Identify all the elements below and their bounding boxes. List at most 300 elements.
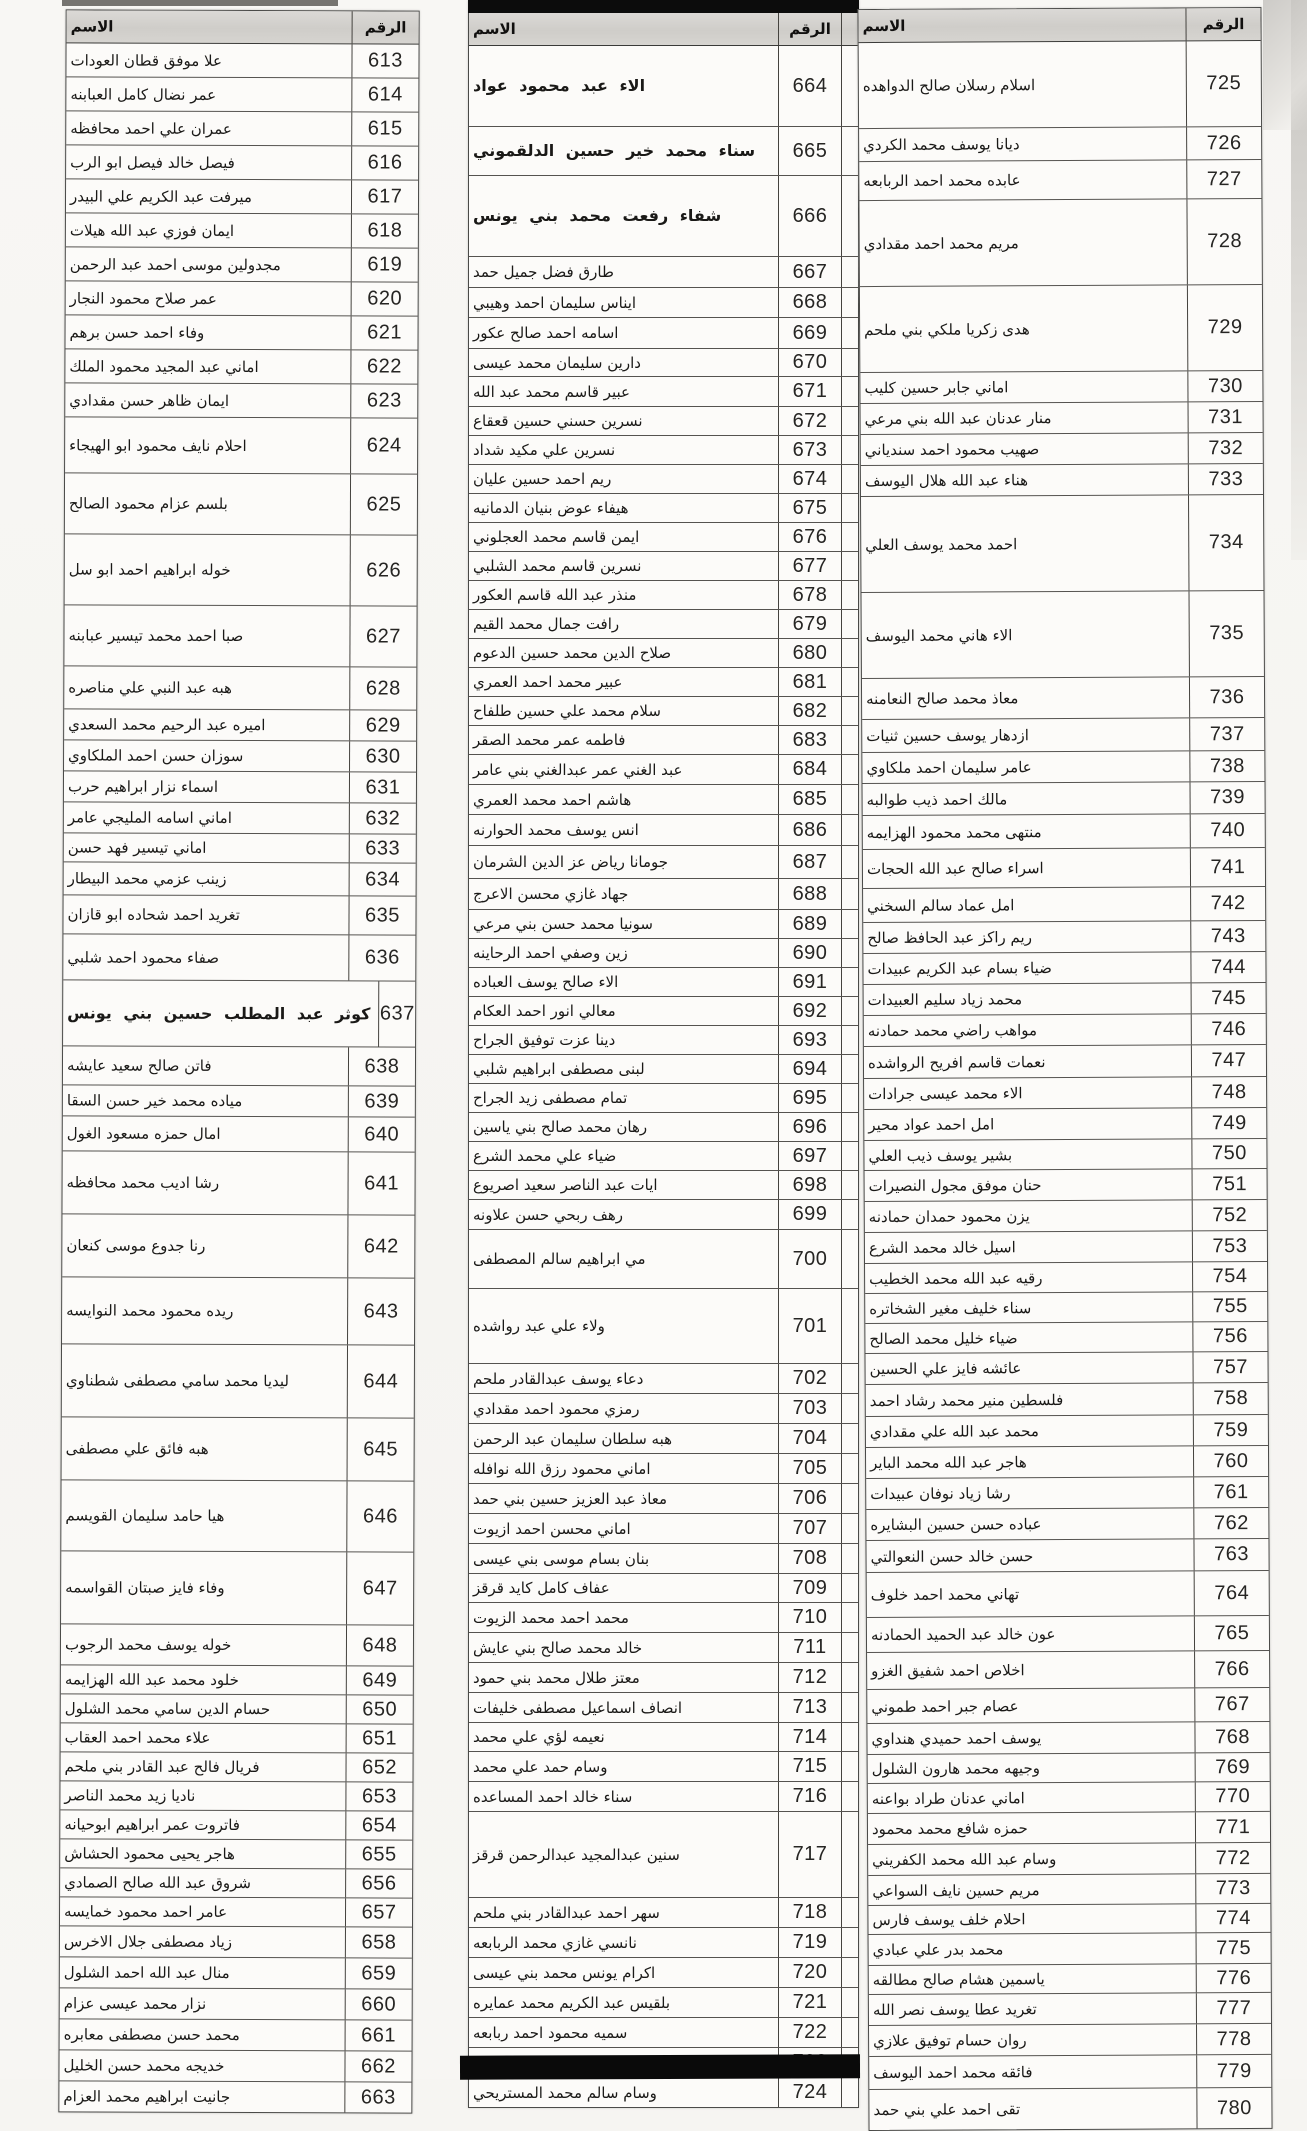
- table-row: [61, 1624, 413, 1666]
- name-cell: نانسي غازي محمد الربابعه: [473, 1933, 637, 1952]
- number-cell: 739: [1190, 782, 1265, 813]
- number-cell: 682: [778, 697, 842, 725]
- table-body: [59, 43, 418, 2112]
- table-row: [865, 1322, 1267, 1354]
- table-row: [64, 771, 416, 803]
- name-cell: بلقيس عبد الكريم محمد عمايره: [473, 1993, 671, 2012]
- name-cell: بشير يوسف ذيب العلي: [868, 1145, 1013, 1165]
- table-row: [66, 43, 418, 78]
- table-row: [469, 1424, 858, 1454]
- number-cell: 619: [351, 248, 418, 281]
- name-cell: نسرين قاسم محمد الشلبي: [473, 557, 642, 575]
- table-row: [63, 1085, 415, 1117]
- name-cell: رهان محمد صالح بني ياسين: [473, 1118, 648, 1136]
- number-cell: 692: [778, 997, 842, 1025]
- name-cell: ريم احمد حسين عليان: [473, 470, 612, 488]
- name-cell: معالي انور احمد العكام: [473, 1002, 616, 1020]
- name-cell: وسام عبد الله محمد الكفريني: [872, 1850, 1057, 1870]
- number-cell: 640: [348, 1117, 415, 1151]
- table-row: [66, 247, 418, 282]
- number-cell: 695: [778, 1084, 842, 1112]
- table-row: [469, 318, 858, 349]
- table-row: [469, 1514, 858, 1544]
- table-row: [469, 785, 858, 815]
- table-row: [469, 846, 858, 879]
- table-row: [859, 127, 1261, 162]
- table-row: [868, 1782, 1270, 1814]
- number-cell: 759: [1193, 1415, 1268, 1445]
- table-row: [60, 1897, 412, 1927]
- table-row: [864, 1108, 1266, 1141]
- number-cell: 705: [778, 1454, 842, 1483]
- table-row: [64, 740, 416, 772]
- table-row: [860, 285, 1262, 373]
- name-cell: هاجر يحيى محمود الحشاش: [64, 1844, 235, 1863]
- name-cell: محمد بدر علي عبادي: [872, 1940, 1004, 1960]
- number-cell: 629: [349, 710, 416, 740]
- number-cell: 678: [778, 581, 842, 609]
- name-cell: ولاء علي عبد رواشده: [473, 1317, 605, 1335]
- table-row: [866, 1508, 1268, 1541]
- column-header-number: الرقم: [352, 11, 419, 43]
- name-cell: خوله يوسف محمد الرجوب: [64, 1635, 232, 1654]
- name-cell: مياده محمد خير حسن السقا: [66, 1091, 243, 1111]
- number-cell: 633: [349, 834, 416, 862]
- name-cell: ازدهار يوسف حسين ثنيات: [866, 726, 1029, 746]
- name-cell: مريم حسين نايف السواعي: [872, 1880, 1040, 1900]
- number-cell: 657: [345, 1898, 412, 1926]
- name-cell: يزن محمود حمدان حمادنه: [868, 1207, 1030, 1227]
- name-cell: هاشم احمد محمد العمري: [473, 790, 632, 809]
- table-row: [861, 402, 1263, 435]
- name-cell: دينا عزت توفيق الجراح: [473, 1031, 616, 1049]
- table-row: [469, 815, 858, 846]
- name-cell: اماني اسامه المليجي عامر: [67, 808, 232, 827]
- number-cell: 752: [1192, 1200, 1267, 1230]
- table-row: [859, 160, 1261, 201]
- name-cell: صفاء محمود احمد شلبي: [67, 947, 220, 967]
- name-cell: محمد حسن مصطفى معابره: [63, 2025, 240, 2045]
- name-cell: اميره عبد الرحيم محمد السعدي: [68, 715, 266, 735]
- name-cell: ليديا محمد سامي مصطفى شطناوي: [65, 1371, 290, 1391]
- name-cell: ايمن قاسم محمد العجلوني: [473, 528, 640, 546]
- number-cell: 669: [778, 318, 842, 348]
- name-cell: ضياء بسام عبد الكريم عبيدات: [867, 959, 1052, 979]
- number-cell: 753: [1192, 1231, 1267, 1261]
- number-cell: 711: [778, 1633, 842, 1662]
- table-row: [63, 895, 415, 935]
- number-cell: 707: [778, 1514, 842, 1543]
- number-cell: 747: [1191, 1045, 1266, 1076]
- number-cell: 679: [778, 610, 842, 638]
- column-header-name: الاسم: [473, 20, 516, 38]
- number-cell: 775: [1196, 1933, 1271, 1963]
- name-cell: يوسف احمد حميدي هنداوي: [871, 1729, 1042, 1749]
- table-row: [469, 2078, 858, 2107]
- table-row: [869, 2088, 1271, 2130]
- table-body: [859, 41, 1272, 2130]
- table-row: [469, 726, 858, 755]
- number-cell: 769: [1195, 1753, 1270, 1781]
- number-cell: 697: [778, 1142, 842, 1170]
- name-cell: فائقه محمد احمد اليوسف: [873, 2063, 1033, 2083]
- number-cell: 676: [778, 523, 842, 551]
- name-cell: منتهى محمد محمود الهزايمه: [866, 822, 1042, 842]
- number-cell: 716: [778, 1782, 842, 1811]
- name-cell: دعاء يوسف عبدالقادر ملحم: [473, 1369, 644, 1388]
- table-row: [469, 1289, 858, 1364]
- table-row: [868, 1904, 1270, 1935]
- number-cell: 649: [346, 1666, 413, 1694]
- table-row: [866, 1415, 1268, 1448]
- name-cell: منذر عبد الله قاسم العكور: [473, 586, 637, 604]
- name-cell: رشا زياد نوفان عبيدات: [870, 1484, 1011, 1504]
- table-row: [61, 1480, 413, 1552]
- table-row: [60, 1868, 412, 1898]
- name-cell: احمد محمد يوسف العلي: [865, 534, 1018, 554]
- table-row: [469, 1723, 858, 1752]
- number-cell: 756: [1192, 1322, 1267, 1351]
- table-row: [469, 257, 858, 288]
- name-cell: نزار محمد عيسى عزام: [63, 1994, 207, 2013]
- number-cell: 702: [778, 1364, 842, 1393]
- name-cell: اماني محسن احمد ازيوت: [473, 1519, 631, 1538]
- table-row: [864, 1077, 1266, 1110]
- name-cell: فاتروت عمر ابراهيم ابوحيانه: [64, 1815, 241, 1835]
- number-cell: 733: [1188, 464, 1263, 494]
- name-cell: خوله ابراهيم احمد ابو سل: [68, 560, 231, 579]
- table-row: [469, 1958, 858, 1988]
- name-cell: وفاء فايز صبتان القواسمه: [65, 1578, 225, 1597]
- name-cell: ريم راكز عبد الحافظ صالح: [867, 928, 1032, 948]
- table-row: [867, 1651, 1269, 1690]
- table-row: [469, 1752, 858, 1782]
- table-row: [469, 1230, 858, 1289]
- name-cell: محمد عبد الله علي مقدادي: [869, 1422, 1039, 1442]
- table-row: [62, 1344, 414, 1418]
- table-row: [867, 1722, 1269, 1755]
- table-row: [869, 2055, 1271, 2090]
- table-row: [862, 677, 1264, 720]
- table-row: [66, 111, 418, 146]
- table-row: [469, 581, 858, 610]
- table-row: [469, 879, 858, 910]
- table-row: [469, 755, 858, 785]
- table-row: [66, 281, 418, 316]
- table-row: [63, 934, 415, 981]
- table-row: [469, 997, 858, 1026]
- number-cell: 771: [1195, 1812, 1270, 1842]
- number-cell: 706: [778, 1484, 842, 1513]
- table-row: [61, 1551, 413, 1625]
- number-cell: 672: [778, 407, 842, 435]
- name-cell: ايمان فوزي عبد الله هيلات: [69, 220, 235, 240]
- name-cell: وجيهه محمد هارون الشلول: [871, 1759, 1040, 1779]
- name-cell: سلام محمد علي حسين طلفاح: [473, 702, 661, 720]
- table-row: [865, 1262, 1267, 1294]
- number-cell: 652: [345, 1753, 412, 1781]
- name-cell: نسرين علي مكيد شداد: [473, 441, 616, 459]
- number-cell: 627: [349, 606, 416, 666]
- table-row: [866, 1446, 1268, 1479]
- table-row: [64, 862, 416, 896]
- table-row: [866, 1383, 1268, 1417]
- name-cell: هناء عبد الله هلال اليوسف: [864, 471, 1029, 491]
- number-cell: 683: [778, 726, 842, 754]
- number-cell: 751: [1192, 1169, 1267, 1199]
- number-cell: 662: [344, 2051, 411, 2081]
- name-cell: تقى احمد علي بني حمد: [873, 2100, 1021, 2120]
- table-row: [64, 709, 416, 741]
- table-row: [867, 1571, 1269, 1618]
- name-cell: الاء صالح يوسف العباده: [473, 973, 619, 991]
- name-cell: زين وصفي احمد الرحاينه: [473, 944, 628, 962]
- name-cell: علاء محمد احمد العقاب: [64, 1728, 211, 1747]
- name-cell: اماني جابر حسين كليب: [864, 378, 1009, 398]
- name-cell: انس يوسف محمد الحوارنه: [473, 821, 639, 839]
- name-cell: عباده حسن حسين البشايره: [870, 1515, 1042, 1535]
- table-row: [61, 1723, 413, 1753]
- name-cell: حمزه شافع محمد محمود: [871, 1819, 1028, 1839]
- table-row: [60, 1810, 412, 1840]
- number-cell: 636: [348, 935, 415, 980]
- table-row: [860, 371, 1262, 404]
- name-cell: حنان موفق مجول النصيرات: [868, 1176, 1042, 1196]
- table-row: [59, 2050, 411, 2082]
- name-cell: جومانا رياض عز الدين الشرمان: [473, 853, 669, 871]
- table-row: [469, 1898, 858, 1928]
- table-row: [865, 1352, 1267, 1385]
- name-cell: الاء عبد محمود عواد: [473, 76, 646, 96]
- number-cell: 626: [350, 535, 417, 605]
- number-cell: 767: [1194, 1688, 1269, 1721]
- table-row: [60, 1926, 412, 1958]
- table-row: [864, 1139, 1266, 1171]
- name-cell: هدى زكريا ملكي بني ملحم: [864, 319, 1030, 339]
- number-cell: 749: [1191, 1108, 1266, 1138]
- number-cell: 645: [347, 1418, 414, 1480]
- number-cell: 656: [345, 1869, 412, 1897]
- number-cell: 620: [351, 282, 418, 315]
- table-header-row: [469, 13, 858, 46]
- number-cell: 741: [1190, 848, 1265, 886]
- number-cell: 703: [778, 1394, 842, 1423]
- name-cell: اكرام يونس محمد بني عيسى: [473, 1963, 656, 1982]
- number-cell: 658: [345, 1927, 412, 1957]
- number-cell: 650: [346, 1695, 413, 1723]
- table-row: [469, 1026, 858, 1055]
- number-cell: 685: [778, 785, 842, 814]
- name-cell: الاء محمد عيسى جرادات: [868, 1084, 1023, 1104]
- name-cell: تغريد احمد شحاده ابو قازان: [67, 905, 240, 925]
- number-cell: 738: [1189, 751, 1264, 781]
- table-row: [863, 887, 1265, 923]
- table-row: [469, 1200, 858, 1230]
- table-row: [469, 668, 858, 697]
- number-cell: 712: [778, 1663, 842, 1692]
- name-cell: نسرين حسني حسين قعقاع: [473, 412, 643, 430]
- name-cell: رمزي محمود احمد مقدادي: [473, 1399, 640, 1418]
- number-cell: 773: [1195, 1874, 1270, 1903]
- number-cell: 693: [778, 1026, 842, 1054]
- number-cell: 635: [348, 896, 415, 934]
- number-cell: 750: [1191, 1139, 1266, 1168]
- name-cell: علا موفق قطان العودات: [70, 50, 222, 70]
- number-cell: 691: [778, 968, 842, 996]
- table-row: [469, 552, 858, 581]
- table-row: [469, 610, 858, 639]
- name-cell: عامر سليمان احمد ملكاوي: [866, 758, 1032, 778]
- number-cell: 777: [1196, 1993, 1271, 2023]
- number-cell: 624: [350, 418, 417, 473]
- name-cell: عبير محمد احمد العمري: [473, 673, 623, 691]
- name-cell: طارق فضل جميل حمد: [473, 263, 614, 281]
- number-cell: 699: [778, 1200, 842, 1229]
- number-cell: 625: [350, 474, 417, 534]
- table-row: [63, 980, 415, 1047]
- number-cell: 616: [351, 146, 418, 179]
- number-cell: 715: [778, 1752, 842, 1781]
- table-row: [66, 145, 418, 180]
- name-cell: سوزان حسن احمد الملكاوي: [68, 746, 244, 766]
- name-cell: وسام سالم محمد المستريحي: [473, 2083, 657, 2102]
- number-cell: 744: [1190, 952, 1265, 982]
- number-cell: 730: [1187, 371, 1262, 401]
- name-cell: اماني عبد المجيد محمود الملك: [69, 356, 259, 376]
- number-cell: 642: [347, 1215, 414, 1277]
- number-cell: 721: [778, 1988, 842, 2017]
- number-cell: 628: [349, 667, 416, 709]
- number-cell: 694: [778, 1055, 842, 1083]
- number-cell: 684: [778, 755, 842, 784]
- number-cell: 643: [347, 1278, 414, 1344]
- number-cell: 671: [778, 377, 842, 406]
- column-header-name: الاسم: [70, 17, 114, 36]
- name-cell: سناء محمد خير حسين الدلقموني: [473, 141, 756, 161]
- table-row: [65, 349, 417, 384]
- table-row: [469, 639, 858, 668]
- scan-artifact-top-strip: [62, 0, 338, 6]
- table-row: [863, 782, 1265, 816]
- name-cell: محمد احمد محمد الزيوت: [473, 1608, 629, 1627]
- number-cell: 667: [778, 257, 842, 287]
- name-cell: جهاد غازي محسن الاعرج: [473, 885, 629, 903]
- table-row: [867, 1688, 1269, 1724]
- number-cell: 659: [345, 1958, 412, 1988]
- table-row: [64, 833, 416, 863]
- name-cell: رنا جدوع موسى كنعان: [66, 1236, 206, 1255]
- table-row: [469, 127, 858, 176]
- table-row: [469, 176, 858, 257]
- name-cell: مواهب راضي محمد حمادنه: [867, 1021, 1038, 1041]
- table-row: [863, 952, 1265, 985]
- table-row: [65, 473, 417, 535]
- number-cell: 631: [349, 772, 416, 802]
- name-cell: احلام خلف يوسف فارس: [872, 1910, 1026, 1930]
- table-row: [66, 77, 418, 112]
- table-row: [64, 666, 416, 710]
- table-row: [60, 2019, 412, 2051]
- number-cell: 661: [345, 2020, 412, 2050]
- name-cell: صلاح الدين محمد حسين الدعوم: [473, 644, 672, 662]
- name-cell: فيصل خالد فيصل ابو الرب: [70, 152, 235, 172]
- table-row: [469, 1928, 858, 1958]
- table-row: [869, 1933, 1271, 1966]
- name-cell: فريال فالح عبد القادر بني ملحم: [64, 1757, 260, 1777]
- number-cell: 688: [778, 879, 842, 909]
- name-cell: اماني تيسير فهد حسن: [67, 838, 207, 857]
- table-row: [469, 1693, 858, 1723]
- table-row: [65, 383, 417, 418]
- name-cell: ياسمين هشام صالح مطالقه: [872, 1970, 1045, 1990]
- number-cell: 737: [1189, 718, 1264, 750]
- table-row: [863, 814, 1265, 850]
- name-cell: معاذ محمد صالح النعامنه: [866, 689, 1019, 709]
- name-cell: سميه محمود احمد ربابعه: [473, 2023, 628, 2042]
- name-cell: ريده محمود محمد النوايسه: [66, 1301, 234, 1320]
- name-cell: تمام مصطفى زيد الجراح: [473, 1089, 628, 1107]
- name-cell: اسيل خالد محمد الشرع: [868, 1238, 1016, 1258]
- number-cell: 746: [1191, 1014, 1266, 1044]
- table-row: [60, 1781, 412, 1811]
- table-row: [862, 591, 1264, 679]
- name-cell: زينب عزمي محمد البيطار: [67, 869, 227, 888]
- table-row: [469, 465, 858, 494]
- name-cell: فاتن صالح سعيد عايشه: [66, 1056, 212, 1075]
- number-cell: 665: [778, 127, 842, 175]
- name-cell: امل عماد سالم السخني: [867, 895, 1015, 915]
- number-cell: 729: [1187, 285, 1262, 370]
- number-cell: 718: [778, 1898, 842, 1927]
- name-cell: اسماء نزار ابراهيم حرب: [67, 777, 219, 796]
- name-cell: فلسطين منير محمد رشاد احمد: [869, 1390, 1064, 1410]
- number-cell: 641: [347, 1152, 414, 1214]
- name-list-table-right: [857, 7, 1272, 2131]
- name-cell: رشا اديب محمد محافظه: [66, 1173, 220, 1192]
- name-cell: رقيه عبد الله محمد الخطيب: [869, 1268, 1043, 1288]
- number-cell: 687: [778, 846, 842, 878]
- name-cell: هيا حامد سليمان القويسم: [65, 1506, 225, 1525]
- table-row: [469, 1055, 858, 1084]
- name-cell: عامر احمد محمود خمايسه: [64, 1902, 228, 1921]
- name-cell: معتز طلال محمد بني حمود: [473, 1668, 640, 1687]
- name-cell: نعيمه لؤي علي محمد: [473, 1728, 605, 1746]
- number-cell: 740: [1190, 814, 1265, 847]
- name-cell: هيفاء عوض بنيان الدمانيه: [473, 499, 629, 517]
- table-row: [862, 751, 1264, 784]
- number-cell: 761: [1193, 1477, 1268, 1507]
- name-cell: ايناس سليمان احمد وهيبي: [473, 293, 637, 312]
- table-row: [869, 2024, 1271, 2057]
- table-row: [60, 1988, 412, 2020]
- number-cell: 713: [778, 1693, 842, 1722]
- name-cell: فاطمه عمر محمد الصقر: [473, 731, 626, 749]
- number-cell: 696: [778, 1113, 842, 1141]
- number-cell: 613: [351, 44, 418, 77]
- number-cell: 618: [351, 214, 418, 247]
- name-cell: خلود محمد عبد الله الهزايمه: [64, 1670, 239, 1690]
- table-header-row: [858, 8, 1260, 43]
- name-cell: ناديا زيد محمد الناصر: [64, 1786, 196, 1805]
- name-cell: كوثر عبد المطلب حسين بني يونس: [67, 1003, 371, 1024]
- scan-artifact-black-bar-bottom: [460, 2054, 860, 2079]
- table-row: [64, 605, 416, 667]
- table-row: [469, 1574, 858, 1603]
- table-row: [62, 1417, 414, 1481]
- number-cell: 666: [778, 176, 842, 256]
- number-cell: 621: [350, 316, 417, 349]
- number-cell: 700: [778, 1230, 842, 1288]
